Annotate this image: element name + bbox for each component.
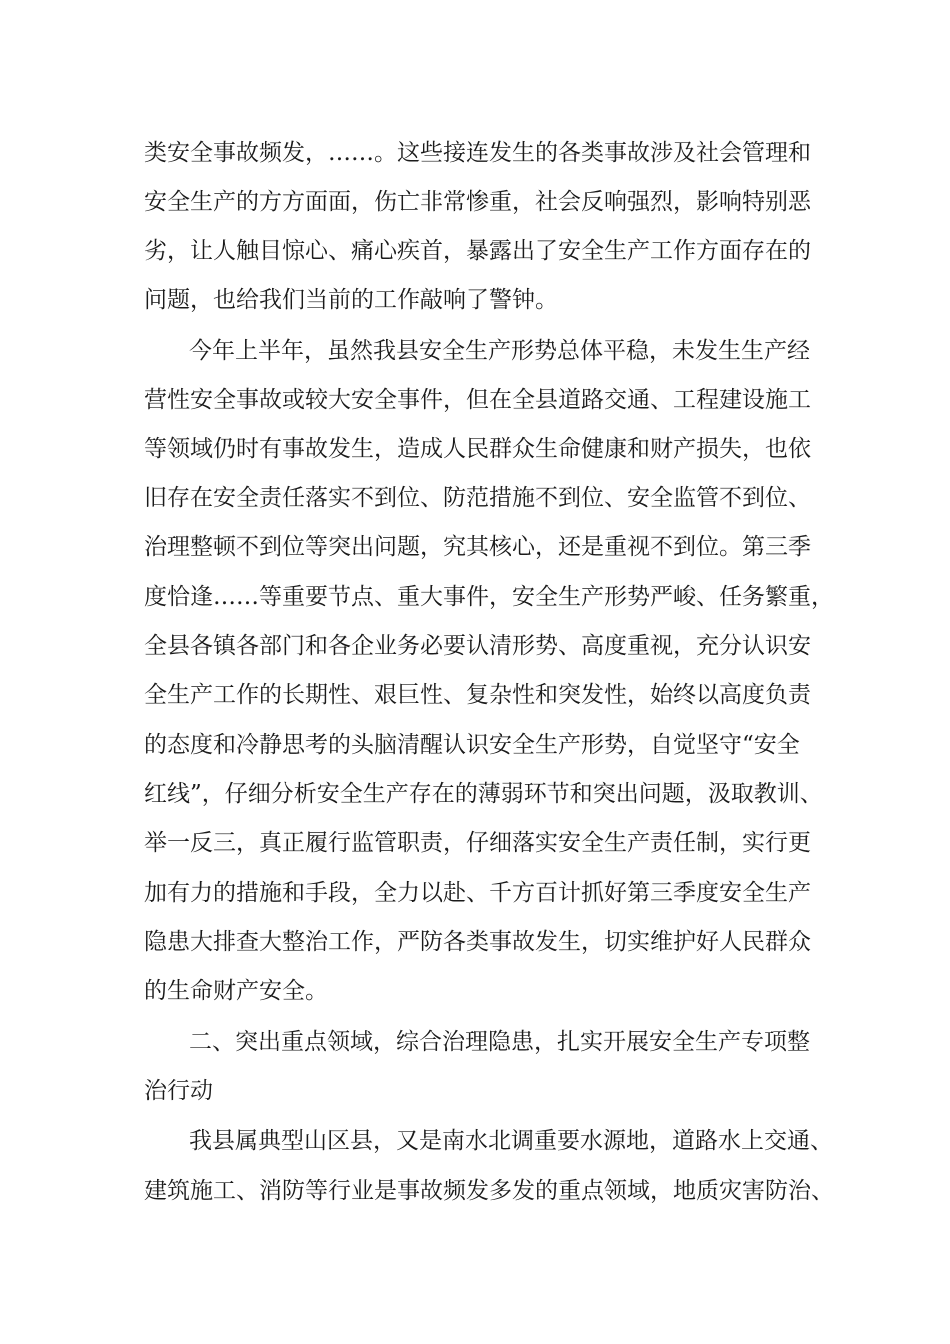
text-line: 度恰逢……等重要节点、重大事件，安全生产形势严峻、任务繁重， (144, 584, 834, 610)
paragraph-first-line: 我县属典型山区县，又是南水北调重要水源地，道路水上交通、 (189, 1128, 833, 1154)
text-line: 营性安全事故或较大安全事件，但在全县道路交通、工程建设施工 (144, 387, 811, 413)
text-line: 安全生产的方方面面，伤亡非常惨重，社会反响强烈，影响特别恶 (144, 189, 811, 215)
text-line: 全县各镇各部门和各企业务必要认清形势、高度重视，充分认识安 (144, 633, 811, 659)
text-line: 的生命财产安全。 (144, 978, 328, 1004)
section-heading-continued: 治行动 (144, 1078, 213, 1104)
text-line: 劣，让人触目惊心、痛心疾首，暴露出了安全生产工作方面存在的 (144, 238, 811, 264)
text-line: 治理整顿不到位等突出问题，究其核心，还是重视不到位。第三季 (144, 534, 811, 560)
text-line: 举一反三，真正履行监管职责，仔细落实安全生产责任制，实行更 (144, 830, 811, 856)
text-line: 全生产工作的长期性、艰巨性、复杂性和突发性，始终以高度负责 (144, 682, 811, 708)
text-line: 等领域仍时有事故发生，造成人民群众生命健康和财产损失，也依 (144, 436, 811, 462)
text-line: 旧存在安全责任落实不到位、防范措施不到位、安全监管不到位、 (144, 485, 811, 511)
text-line: 隐患大排查大整治工作，严防各类事故发生，切实维护好人民群众 (144, 929, 811, 955)
paragraph-first-line: 今年上半年，虽然我县安全生产形势总体平稳，未发生生产经 (189, 338, 810, 364)
text-line: 问题，也给我们当前的工作敲响了警钟。 (144, 287, 558, 313)
text-line: 类安全事故频发，……。这些接连发生的各类事故涉及社会管理和 (144, 140, 811, 166)
text-line: 加有力的措施和手段，全力以赴、千方百计抓好第三季度安全生产 (144, 880, 811, 906)
text-line: 红线”，仔细分析安全生产存在的薄弱环节和突出问题，汲取教训、 (144, 781, 823, 807)
text-line: 建筑施工、消防等行业是事故频发多发的重点领域，地质灾害防治、 (144, 1178, 834, 1204)
text-line: 的态度和冷静思考的头脑清醒认识安全生产形势，自觉坚守“安全 (144, 732, 800, 758)
section-heading: 二、突出重点领域，综合治理隐患，扎实开展安全生产专项整 (189, 1029, 810, 1055)
